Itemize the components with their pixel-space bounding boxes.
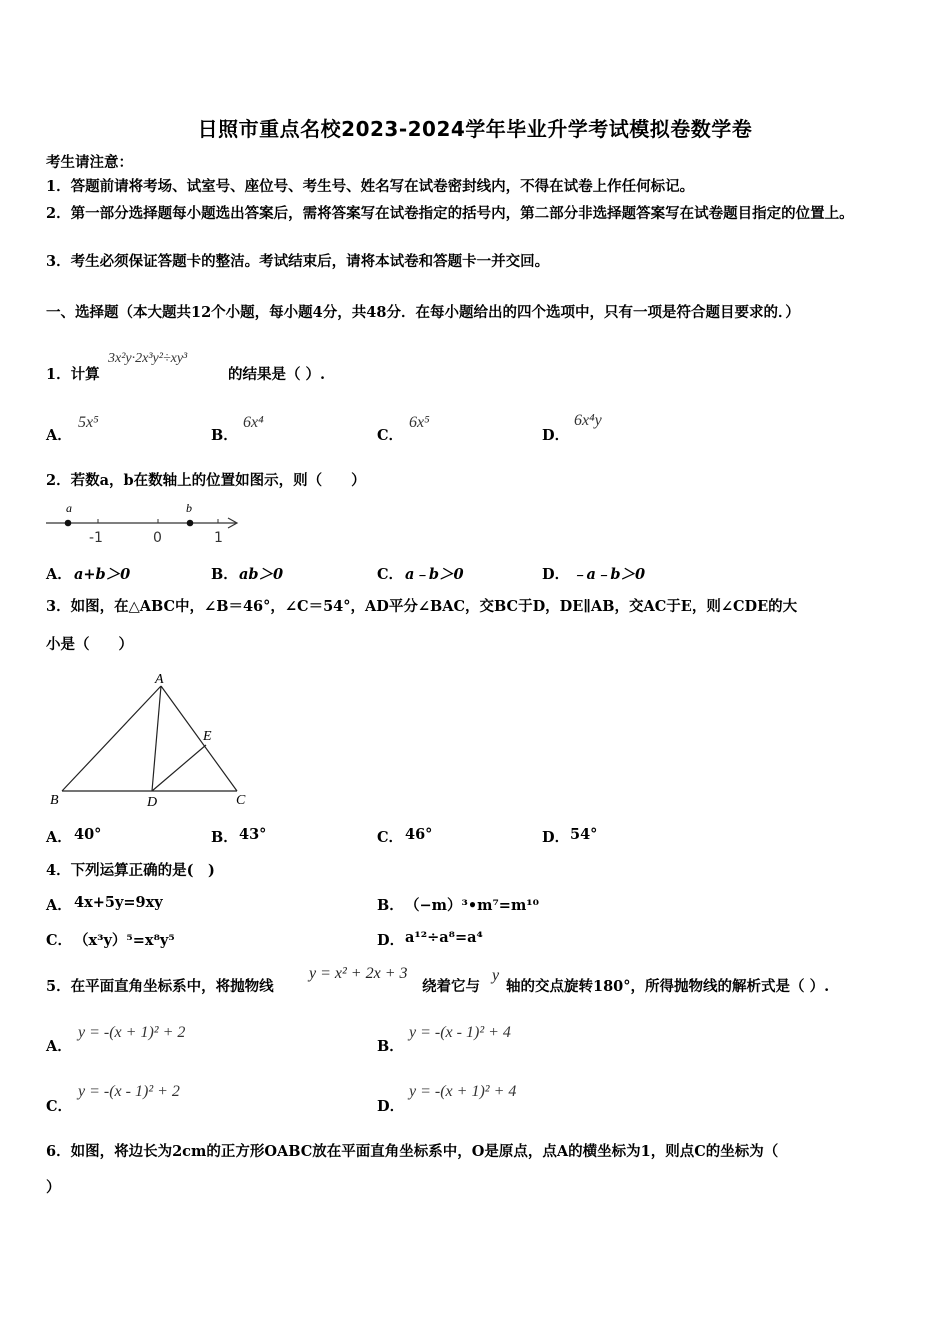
q5-middle: 绕着它与	[422, 978, 480, 995]
vertex-a-label: A	[155, 672, 164, 687]
q6-stem-line2: ）	[46, 1179, 61, 1196]
q1-expression: 3x²y·2x³y²÷xy³	[108, 351, 188, 366]
q3-option-a-label: A．	[46, 829, 72, 846]
q3-option-b-label: B．	[211, 829, 238, 846]
point-a-label: a	[66, 501, 72, 515]
segment-ad	[152, 686, 161, 791]
q5-option-a-value: y = -(x + 1)² + 2	[78, 1024, 186, 1041]
q2-option-b-label: B．	[211, 566, 238, 583]
q5-expression: y = x² + 2x + 3	[309, 965, 408, 982]
page-title: 日照市重点名校2023-2024学年毕业升学考试模拟卷数学卷	[197, 117, 753, 141]
q3-option-d-value: 54°	[570, 826, 598, 843]
q3-option-b-value: 43°	[239, 826, 267, 843]
point-b	[187, 520, 194, 527]
q1-prefix: 1．计算	[46, 366, 100, 383]
q4-option-b-label: B．	[377, 897, 404, 914]
q6-stem-line1: 6．如图，将边长为2cm的正方形OABC放在平面直角坐标系中，O是原点，点A的横坐标为1，则点C的坐标为（	[46, 1143, 779, 1160]
tick-label-neg1: -1	[89, 530, 103, 546]
q5-option-a-label: A．	[46, 1038, 72, 1055]
segment-ac	[161, 686, 237, 791]
q5-prefix: 5．在平面直角坐标系中，将抛物线	[46, 978, 274, 995]
tick-label-1: 1	[214, 530, 223, 546]
notice-item-1: 1．答题前请将考场、试室号、座位号、考生号、姓名写在试卷密封线内，不得在试卷上作任何标记。	[46, 178, 695, 195]
q3-stem-line2: 小是（ ）	[46, 636, 133, 653]
vertex-b-label: B	[50, 793, 59, 808]
q2-option-a-value: a+b＞0	[74, 566, 131, 583]
number-line-figure	[40, 498, 250, 550]
vertex-c-label: C	[236, 793, 246, 808]
q5-suffix: 轴的交点旋转180°，所得抛物线的解析式是（ ）.	[506, 978, 830, 995]
vertex-e-label: E	[203, 729, 212, 744]
q4-stem: 4．下列运算正确的是( )	[46, 862, 215, 879]
q4-option-b-value: （−m）³•m⁷=m¹⁰	[405, 897, 539, 914]
q4-option-d-label: D．	[377, 932, 405, 949]
q4-option-c-value: （x³y）⁵=x⁸y⁵	[74, 932, 175, 949]
vertex-d-label: D	[147, 795, 158, 810]
point-a	[65, 520, 72, 527]
q5-option-d-value: y = -(x + 1)² + 4	[409, 1083, 517, 1100]
triangle-figure	[44, 668, 264, 813]
q3-stem-line1: 3．如图，在△ABC中，∠B＝46°，∠C＝54°，AD平分∠BAC，交BC于D，DE∥AB，交AC于E，则∠CDE的大	[46, 598, 798, 615]
q2-option-a-label: A．	[46, 566, 72, 583]
q5-option-b-value: y = -(x - 1)² + 4	[409, 1024, 511, 1041]
q3-option-c-label: C．	[377, 829, 404, 846]
segment-ab	[62, 686, 161, 791]
q5-option-d-label: D．	[377, 1098, 405, 1115]
q4-option-a-label: A．	[46, 897, 72, 914]
q1-suffix: 的结果是（ ）.	[228, 366, 326, 383]
q2-option-c-label: C．	[377, 566, 404, 583]
q2-option-b-value: ab＞0	[239, 566, 284, 583]
q1-option-a-value: 5x⁵	[78, 414, 99, 431]
segment-de	[152, 745, 206, 791]
tick-label-0: 0	[153, 530, 162, 546]
q3-option-c-value: 46°	[405, 826, 433, 843]
q1-option-a-label: A．	[46, 427, 72, 444]
q4-option-c-label: C．	[46, 932, 73, 949]
notice-item-3: 3．考生必须保证答题卡的整洁。考试结束后，请将本试卷和答题卡一并交回。	[46, 253, 550, 270]
q5-option-c-label: C．	[46, 1098, 73, 1115]
q1-option-c-label: C．	[377, 427, 404, 444]
q3-option-d-label: D．	[542, 829, 570, 846]
q5-option-b-label: B．	[377, 1038, 404, 1055]
q2-option-c-value: a﹣b＞0	[405, 566, 464, 583]
q5-option-c-value: y = -(x - 1)² + 2	[78, 1083, 180, 1100]
point-b-label: b	[186, 501, 192, 515]
q4-option-d-value: a¹²÷a⁸=a⁴	[405, 929, 483, 946]
notice-heading: 考生请注意：	[46, 154, 133, 171]
q1-option-c-value: 6x⁵	[409, 414, 430, 431]
q2-option-d-label: D．	[542, 566, 570, 583]
q1-option-d-value: 6x⁴y	[574, 412, 602, 429]
q2-stem: 2．若数a，b在数轴上的位置如图示，则（ ）	[46, 472, 366, 489]
section-heading: 一、选择题（本大题共12个小题，每小题4分，共48分．在每小题给出的四个选项中，只有一项是符合题目要求的．）	[46, 304, 800, 321]
q4-option-a-value: 4x+5y=9xy	[74, 894, 163, 911]
q2-option-d-value: ﹣a﹣b＞0	[572, 566, 646, 583]
q1-option-d-label: D．	[542, 427, 570, 444]
q3-option-a-value: 40°	[74, 826, 102, 843]
notice-item-2: 2．第一部分选择题每小题选出答案后，需将答案写在试卷指定的括号内，第二部分非选择题答案写在试卷题目指定的位置上。	[46, 205, 854, 222]
q1-option-b-label: B．	[211, 427, 238, 444]
q5-axis-var: y	[492, 967, 500, 984]
q1-option-b-value: 6x⁴	[243, 414, 264, 431]
